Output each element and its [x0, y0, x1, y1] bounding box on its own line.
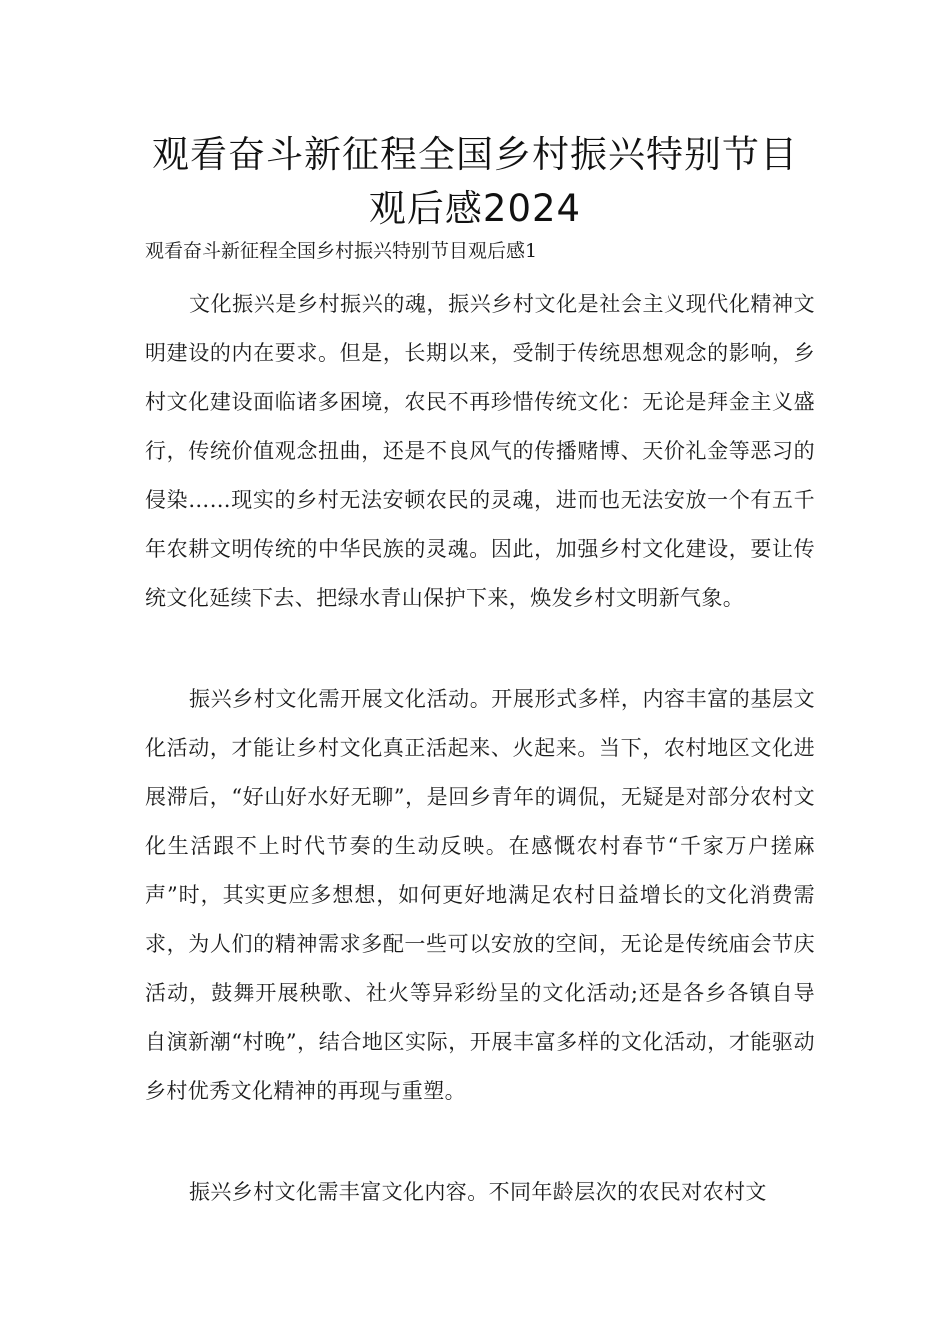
title-line-1: 观看奋斗新征程全国乡村振兴特别节目 [152, 133, 798, 176]
document-title [60, 128, 890, 236]
paragraph-2: 振兴乡村文化需开展文化活动。开展形式多样，内容丰富的基层文化活动，才能让乡村文化真正活起来、火起来。当下，农村地区文化进展滞后，“好山好水好无聊”，是回乡青年的调侃，无疑是对部分农村文化生活跟不上时代节奏的生动反映。在感慨农村春节“千家万户搓麻声”时，其实更应多想想，如何更好地满足农村日益增长的文化消费需求，为人们的精神需求多配一些可以安放的空间，无论是传统庙会节庆活动，鼓舞开展秧歌、社火等异彩纷呈的文化活动;还是各乡各镇自导自演新潮“村晚”，结合地区实际，开展丰富多样的文化活动，才能驱动乡村优秀文化精神的再现与重塑。 [145, 687, 815, 1103]
paragraph-1: 文化振兴是乡村振兴的魂，振兴乡村文化是社会主义现代化精神文明建设的内在要求。但是，长期以来，受制于传统思想观念的影响，乡村文化建设面临诸多困境，农民不再珍惜传统文化：无论是拜金主义盛行，传统价值观念扭曲，还是不良风气的传播赌博、天价礼金等恶习的侵染……现实的乡村无法安顿农民的灵魂，进而也无法安放一个有五千年农耕文明传统的中华民族的灵魂。因此，加强乡村文化建设，要让传统文化延续下去、把绿水青山保护下来，焕发乡村文明新气象。 [145, 292, 815, 610]
paragraph-3: 振兴乡村文化需丰富文化内容。不同年龄层次的农民对农村文 [189, 1180, 767, 1204]
section-subtitle: 观看奋斗新征程全国乡村振兴特别节目观后感1 [145, 240, 538, 262]
title-line-2: 观后感2024 [368, 187, 582, 230]
